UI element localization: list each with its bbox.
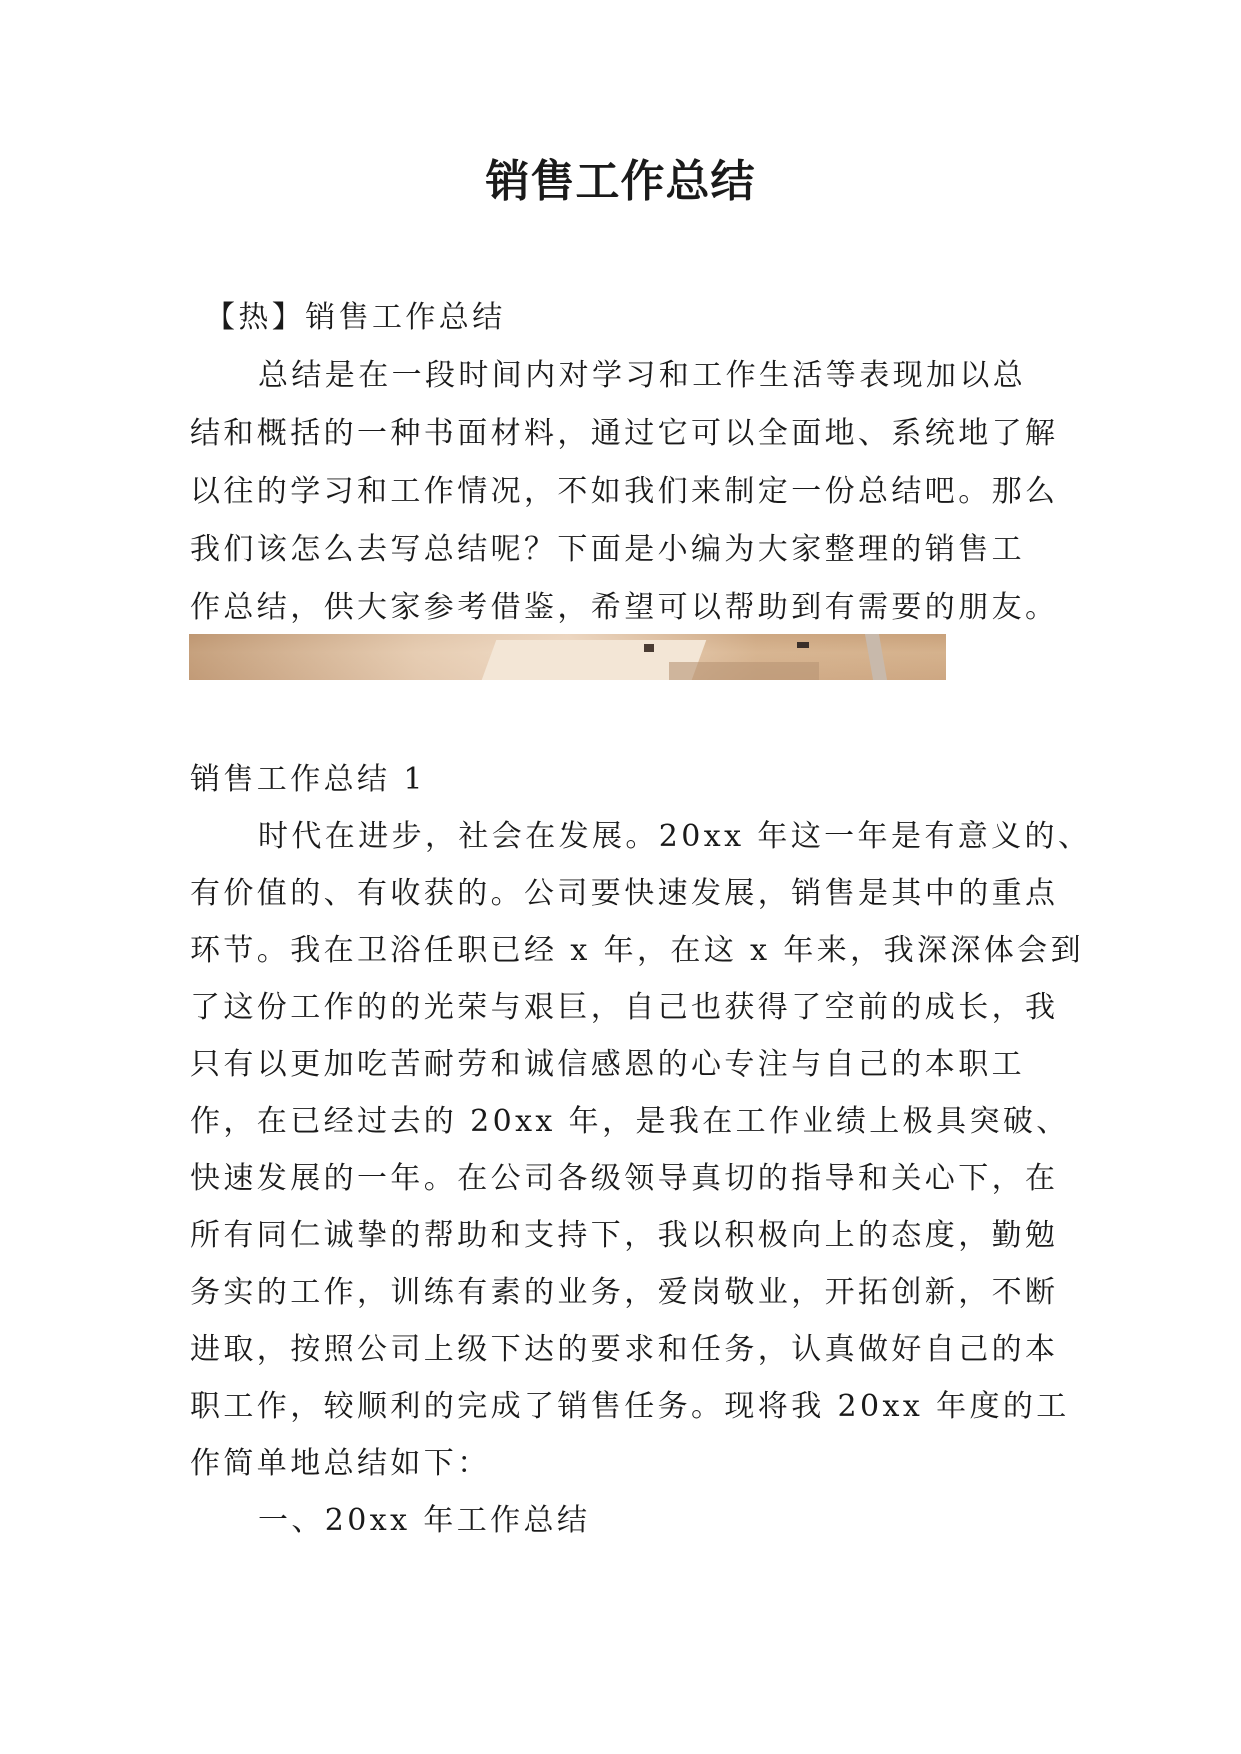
body-line: 作简单地总结如下： (190, 1446, 491, 1481)
body-line: 只有以更加吃苦耐劳和诚信感恩的心专注与自己的本职工 (190, 1047, 1025, 1082)
body-line: 职工作，较顺利的完成了销售任务。现将我 20xx 年度的工 (190, 1389, 1070, 1424)
body-line: 了这份工作的的光荣与艰巨，自己也获得了空前的成长，我 (190, 990, 1059, 1025)
intro-heading: 【热】销售工作总结 (205, 300, 506, 335)
intro-line: 我们该怎么去写总结呢？下面是小编为大家整理的销售工 (190, 532, 1025, 567)
cropped-photo (189, 634, 946, 680)
body-line: 时代在进步，社会在发展。20xx 年这一年是有意义的、 (258, 819, 1092, 854)
body-line: 作，在已经过去的 20xx 年，是我在工作业绩上极具突破、 (190, 1104, 1070, 1139)
intro-line: 结和概括的一种书面材料，通过它可以全面地、系统地了解 (190, 416, 1059, 451)
document-title: 销售工作总结 (485, 156, 756, 207)
body-line: 有价值的、有收获的。公司要快速发展，销售是其中的重点 (190, 876, 1059, 911)
intro-line: 总结是在一段时间内对学习和工作生活等表现加以总 (258, 358, 1027, 393)
intro-line: 作总结，供大家参考借鉴，希望可以帮助到有需要的朋友。 (190, 590, 1059, 625)
body-line: 进取，按照公司上级下达的要求和任务，认真做好自己的本 (190, 1332, 1059, 1367)
subheading: 一、20xx 年工作总结 (258, 1503, 591, 1538)
section-heading: 销售工作总结 1 (190, 762, 426, 797)
body-line: 环节。我在卫浴任职已经 x 年，在这 x 年来，我深深体会到 (190, 933, 1084, 968)
body-line: 务实的工作，训练有素的业务，爱岗敬业，开拓创新，不断 (190, 1275, 1059, 1310)
body-line: 快速发展的一年。在公司各级领导真切的指导和关心下，在 (190, 1161, 1059, 1196)
intro-line: 以往的学习和工作情况，不如我们来制定一份总结吧。那么 (190, 474, 1059, 509)
body-line: 所有同仁诚挚的帮助和支持下，我以积极向上的态度，勤勉 (190, 1218, 1059, 1253)
